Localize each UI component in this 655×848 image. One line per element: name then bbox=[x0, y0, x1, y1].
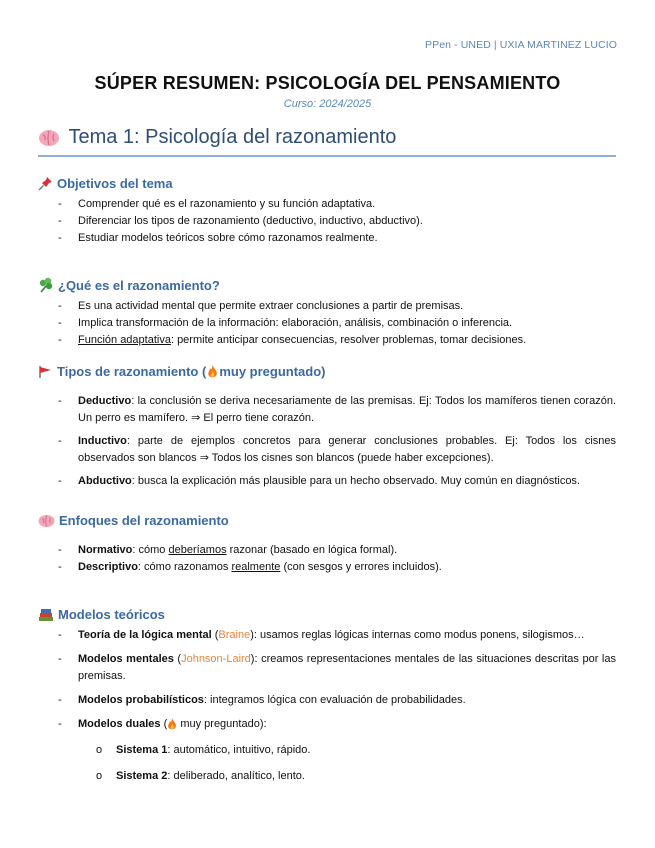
list-item: - Deductivo: la conclusión se deriva necesariamente de las premisas. Ej: Todos los mamíferos tienen corazón. Un perro es mamífero. ⇒ El perro tiene corazón. bbox=[38, 393, 616, 427]
section-tipos bbox=[38, 364, 616, 490]
section-objetivos bbox=[38, 176, 616, 247]
brain-icon bbox=[38, 514, 55, 528]
list-item: - Diferenciar los tipos de razonamiento (deductivo, inductivo, abductivo). bbox=[38, 213, 616, 230]
triangular-flag-icon bbox=[38, 365, 53, 379]
fire-icon bbox=[207, 365, 218, 379]
books-icon bbox=[38, 607, 54, 622]
list-item: - Modelos mentales (Johnson-Laird): creamos representaciones mentales de las situaciones descritas por las premisas. bbox=[38, 651, 616, 685]
list bbox=[38, 627, 616, 785]
section-heading: Tipos de razonamiento ( muy preguntado) bbox=[38, 364, 616, 379]
term: Función adaptativa bbox=[78, 334, 171, 346]
list-item: - Normativo: cómo deberíamos razonar (basado en lógica formal). bbox=[38, 542, 616, 559]
list-item: - Comprender qué es el razonamiento y su función adaptativa. bbox=[38, 196, 616, 213]
sub-list-item: o Sistema 2: deliberado, analítico, lento. bbox=[38, 768, 616, 785]
list-item: - Modelos duales ( muy preguntado): bbox=[38, 716, 616, 733]
section-enfoques bbox=[38, 513, 616, 576]
tema-heading bbox=[38, 126, 616, 157]
list bbox=[38, 393, 616, 490]
section-heading: Objetivos del tema bbox=[38, 176, 616, 191]
fire-icon bbox=[167, 718, 177, 731]
shamrock-icon bbox=[38, 277, 54, 293]
list bbox=[38, 196, 616, 247]
document-title: SÚPER RESUMEN: PSICOLOGÍA DEL PENSAMIENTO bbox=[94, 73, 561, 93]
brain-icon bbox=[38, 129, 60, 147]
document-subtitle: Curso: 2024/2025 bbox=[283, 98, 372, 110]
pushpin-icon bbox=[38, 176, 53, 191]
author-name: Braine bbox=[218, 629, 251, 641]
tema-title: Tema 1: Psicología del razonamiento bbox=[68, 126, 397, 148]
sub-list-item: o Sistema 1: automático, intuitivo, rápido. bbox=[38, 742, 616, 759]
list-item: - Abductivo: busca la explicación más plausible para un hecho observado. Muy común en diagnósticos. bbox=[38, 473, 616, 490]
section-heading: ¿Qué es el razonamiento? bbox=[38, 277, 616, 293]
list-item: - Estudiar modelos teóricos sobre cómo razonamos realmente. bbox=[38, 230, 616, 247]
author-name: Johnson-Laird bbox=[181, 653, 251, 665]
list-item: - Implica transformación de la información: elaboración, análisis, combinación o inferencia. bbox=[38, 315, 616, 332]
list-item: - Modelos probabilísticos: integramos lógica con evaluación de probabilidades. bbox=[38, 692, 616, 709]
list bbox=[38, 298, 616, 349]
list-item: - Teoría de la lógica mental (Braine): usamos reglas lógicas internas como modus ponens, silogismos… bbox=[38, 627, 616, 644]
section-heading: Enfoques del razonamiento bbox=[38, 513, 616, 528]
list-item: - Es una actividad mental que permite extraer conclusiones a partir de premisas. bbox=[38, 298, 616, 315]
section-heading: Modelos teóricos bbox=[38, 607, 616, 622]
section-que-es bbox=[38, 277, 616, 349]
list-item: - Descriptivo: cómo razonamos realmente (con sesgos y errores incluidos). bbox=[38, 559, 616, 576]
list bbox=[38, 542, 616, 576]
list-item: - Inductivo: parte de ejemplos concretos para generar conclusiones probables. Ej: Todos los cisnes observados son blancos ⇒ Todos los cisnes son blancos (puede haber excepciones). bbox=[38, 433, 616, 467]
section-modelos bbox=[38, 607, 616, 785]
list-item: - Función adaptativa: permite anticipar consecuencias, resolver problemas, tomar decisiones. bbox=[38, 332, 616, 349]
header-meta: PPen - UNED | UXIA MARTINEZ LUCIO bbox=[425, 39, 617, 51]
